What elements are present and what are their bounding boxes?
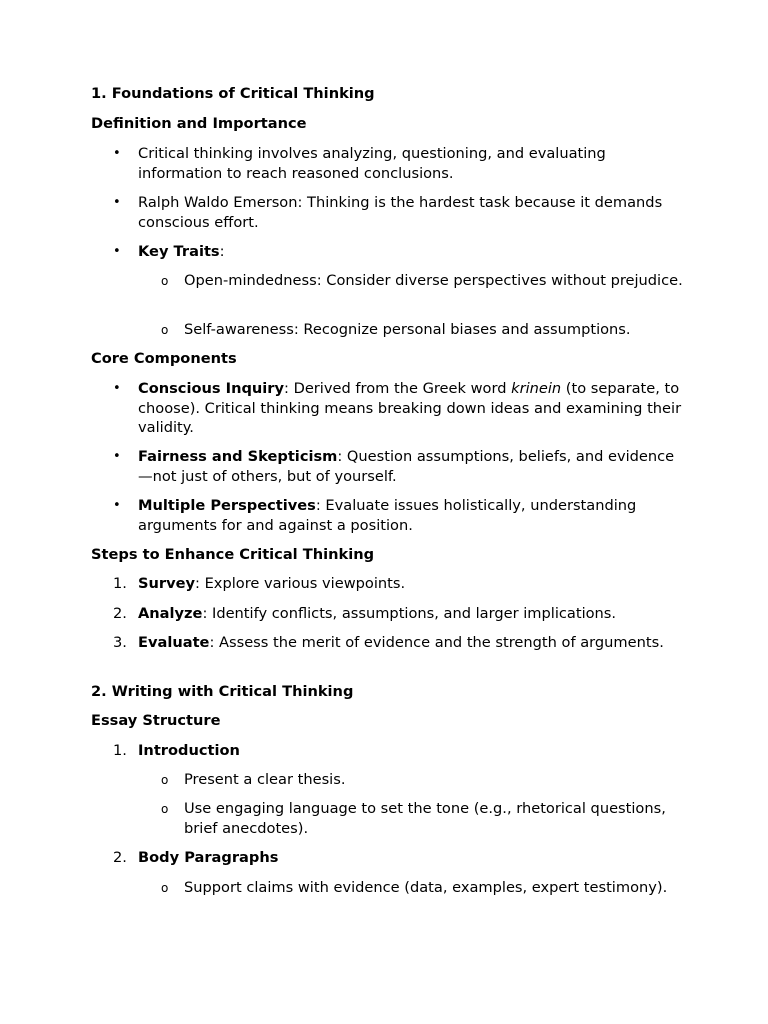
list-item: Critical thinking involves analyzing, questioning, and evaluating information to reach reasoned conclusions. [138, 145, 606, 182]
item-label: Body Paragraphs [138, 849, 279, 866]
numbered-item [138, 604, 683, 624]
sub-list-item: Use engaging language to set the tone (e.g., rhetorical questions, brief anecdotes). [184, 800, 666, 837]
subheading-essay-structure: Essay Structure [91, 712, 221, 729]
key-traits-label: Key Traits [138, 243, 220, 260]
item-label: Fairness and Skepticism [138, 448, 338, 465]
list-item: Ralph Waldo Emerson: Thinking is the hardest task because it demands conscious effort. [138, 194, 663, 231]
numbered-item [138, 848, 683, 868]
bullet-marker: • [113, 146, 121, 161]
item-text: (to separate, to choose). Critical thinking means breaking down ideas and examining their validity. [138, 380, 682, 437]
circle-marker: o [161, 802, 169, 816]
item-label: Conscious Inquiry [138, 380, 285, 397]
sub-list-item: Present a clear thesis. [184, 771, 346, 788]
item-label: Introduction [138, 742, 240, 759]
item-text: : Assess the merit of evidence and the strength of arguments. [209, 634, 664, 651]
subheading-steps: Steps to Enhance Critical Thinking [91, 546, 375, 563]
item-text: : Derived from the Greek word [284, 380, 512, 397]
item-text: : Identify conflicts, assumptions, and larger implications. [202, 605, 617, 622]
list-number: 2. [113, 849, 127, 866]
list-number: 3. [113, 634, 127, 651]
bullet-marker: • [113, 381, 121, 396]
list-number: 2. [113, 605, 127, 622]
item-label: Multiple Perspectives [138, 497, 316, 514]
bullet-marker: • [113, 498, 121, 513]
bullet-marker: • [113, 449, 121, 464]
list-number: 1. [113, 575, 127, 592]
circle-marker: o [161, 881, 169, 895]
section-title: 2. Writing with Critical Thinking [91, 683, 354, 700]
item-text: : Question assumptions, beliefs, and evidence—not just of others, but of yourself. [138, 448, 675, 485]
item-text: : Explore various viewpoints. [195, 575, 406, 592]
sub-list-item: Self-awareness: Recognize personal biases and assumptions. [184, 321, 631, 338]
subheading-definition: Definition and Importance [91, 115, 307, 132]
circle-marker: o [161, 274, 169, 288]
item-label: Analyze [138, 605, 203, 622]
sub-list-item: Support claims with evidence (data, examples, expert testimony). [184, 879, 668, 896]
section-title: 1. Foundations of Critical Thinking [91, 85, 375, 102]
list-number: 1. [113, 742, 127, 759]
list-item [138, 379, 683, 438]
item-text: : Evaluate issues holistically, understanding arguments for and against a position. [138, 497, 637, 534]
list-item [138, 496, 683, 535]
key-traits-colon: : [219, 243, 225, 260]
item-label: Survey [138, 575, 196, 592]
item-label: Evaluate [138, 634, 210, 651]
bullet-marker: • [113, 195, 121, 210]
greek-word: krinein [511, 380, 562, 397]
circle-marker: o [161, 773, 169, 787]
bullet-marker: • [113, 244, 121, 259]
list-item-key-traits [138, 242, 683, 262]
subheading-core-components: Core Components [91, 350, 237, 367]
sub-list-item: Open-mindedness: Consider diverse perspectives without prejudice. [184, 272, 683, 289]
list-item [138, 447, 683, 486]
numbered-item [138, 741, 683, 761]
numbered-item [138, 633, 683, 653]
numbered-item [138, 574, 683, 594]
circle-marker: o [161, 323, 169, 337]
